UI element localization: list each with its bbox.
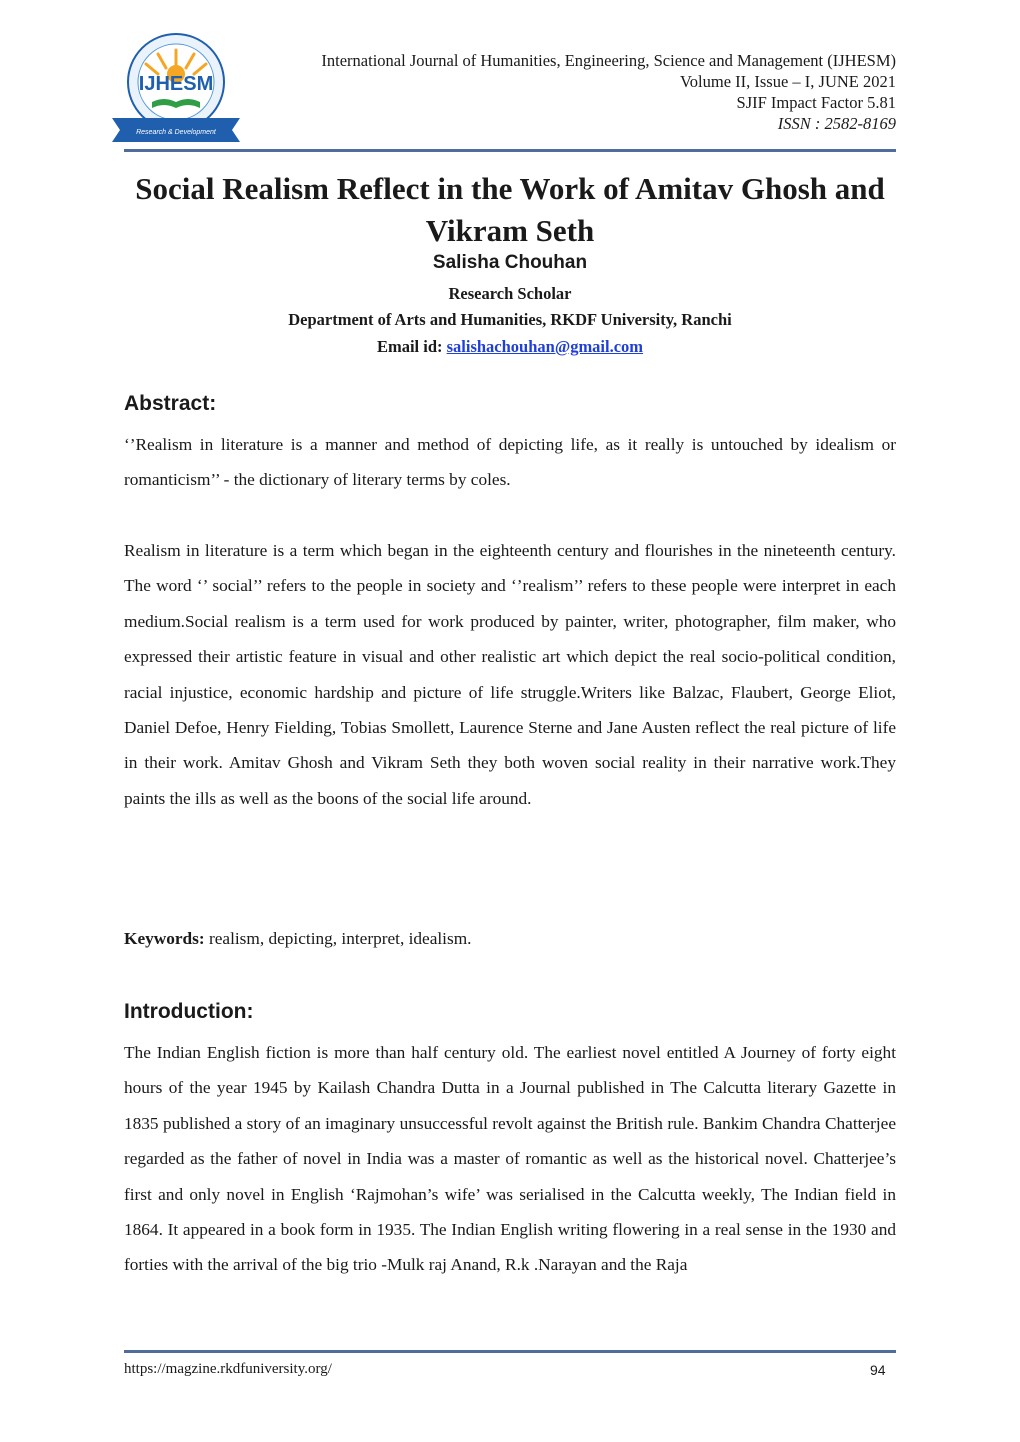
logo-ribbon-text: Research & Development bbox=[136, 129, 216, 136]
abstract-paragraph-2: Realism in literature is a term which began in the eighteenth century and flourishes in the nineteenth century. The word ‘’ social’’ refers to the people in society and ‘’realism’’ refers to these people were interpret in each medium.Social realism is a term used for work produced by painter, writer, photographer, film maker, who expressed their artistic feature in visual and other realistic art which depict the real socio-political condition, racial injustice, economic hardship and picture of life struggle.Writers like Balzac, Flaubert, George Eliot, Daniel Defoe, Henry Fielding, Tobias Smollett, Laurence Sterne and Jane Austen reflect the real picture of life in their work. Amitav Ghosh and Vikram Seth they both woven social reality in their narrative work.They paints the ills as well as the boons of the social life around. bbox=[124, 541, 896, 808]
paper-title: Social Realism Reflect in the Work of Amitav Ghosh and Vikram Seth bbox=[135, 171, 885, 248]
introduction-heading: Introduction: bbox=[124, 1000, 254, 1023]
author-role: Research Scholar bbox=[448, 284, 572, 303]
journal-name: International Journal of Humanities, Engineering, Science and Management (IJHESM) bbox=[321, 51, 896, 70]
email-label: Email id: bbox=[376, 337, 443, 356]
footer-divider bbox=[124, 1350, 896, 1353]
logo-wordmark: IJHESM bbox=[138, 73, 214, 95]
footer-url-link[interactable]: https://magzine.rkdfuniversity.org/ bbox=[124, 1361, 332, 1377]
journal-logo bbox=[108, 26, 244, 144]
issn: ISSN : 2582-8169 bbox=[777, 114, 896, 133]
volume-issue: Volume II, Issue – I, JUNE 2021 bbox=[679, 72, 896, 91]
abstract-heading: Abstract: bbox=[124, 392, 217, 415]
author-name: Salisha Chouhan bbox=[432, 252, 588, 273]
introduction-paragraph: The Indian English fiction is more than half century old. The earliest novel entitled A Journey of forty eight hours of the year 1945 by Kailash Chandra Dutta in a Journal published in The Calcutta literary Gazette in 1835 published a story of an imaginary unsuccessful revolt against the British rule. Bankim Chandra Chatterjee regarded as the father of novel in India was a master of romantic as well as the historical novel. Chatterjee’s first and only novel in English ‘Rajmohan’s wife’ was serialised in the Calcutta weekly, The Indian field in 1864. It appeared in a book form in 1935. The Indian English writing flowering in a real sense in the 1930 and forties with the arrival of the big trio -Mulk raj Anand, R.k .Narayan and the Raja bbox=[124, 1043, 896, 1275]
author-department: Department of Arts and Humanities, RKDF University, Ranchi bbox=[288, 310, 732, 329]
author-email-line bbox=[0, 337, 1020, 357]
journal-header bbox=[321, 50, 896, 134]
keywords-list: realism, depicting, interpret, idealism. bbox=[208, 929, 472, 948]
impact-factor: SJIF Impact Factor 5.81 bbox=[736, 93, 896, 112]
header-divider bbox=[124, 149, 896, 152]
page-number: 94 bbox=[870, 1362, 886, 1378]
keywords bbox=[124, 929, 471, 949]
keywords-label: Keywords: bbox=[124, 929, 205, 948]
email-link[interactable]: salishachouhan@gmail.com bbox=[446, 337, 644, 356]
abstract-paragraph-1: ‘’Realism in literature is a manner and method of depicting life, as it really is untouched by idealism or romanticism’’ - the dictionary of literary terms by coles. bbox=[124, 435, 896, 490]
